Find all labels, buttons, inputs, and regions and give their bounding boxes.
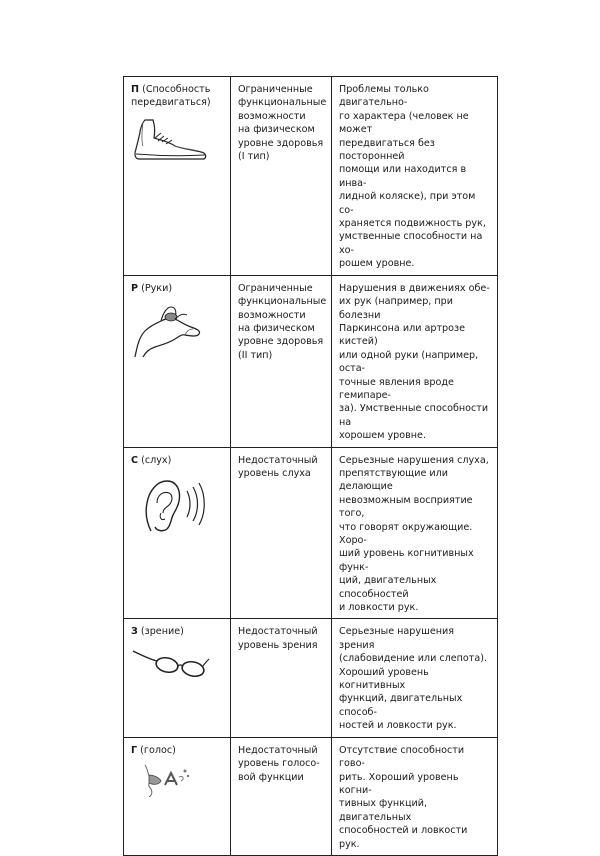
type-name: (зрение): [137, 626, 184, 638]
type-letter: Р: [131, 282, 139, 294]
level-cell: Недостаточный уровень слуха: [231, 447, 332, 619]
table-row: [124, 77, 498, 276]
type-letter: Г: [131, 744, 138, 756]
type-name: (Руки): [138, 282, 173, 294]
type-letter: З: [131, 626, 138, 638]
table-row: [124, 619, 498, 737]
level-cell: Недостаточный уровень зрения: [231, 619, 332, 737]
type-name: (слух): [138, 454, 172, 466]
level-cell: Недостаточный уровень голосо- вой функции: [231, 737, 332, 855]
ear-icon: [131, 473, 205, 533]
shoe-icon: [131, 116, 209, 166]
table-row: [124, 447, 498, 619]
type-letter: П: [131, 84, 140, 95]
mouth-speech-icon: [131, 763, 201, 797]
level-cell: Ограниченные функциональные возможности на физическом уровне здоровья (II тип): [231, 275, 332, 447]
description-cell: Нарушения в движениях обе- их рук (например, при болезни Паркинсона или артрозе кистей) или одной руки (например, оста- точные явления вроде гемипаре- за). Умственные способности на хорошем уровне.: [332, 275, 498, 447]
type-cell: [124, 275, 231, 447]
description-cell: Серьезные нарушения слуха, препятствующие или делающие невозможным восприятие того, что говорят окружающие. Хоро- ший уровень когнитивных функ- ций, двигательных способностей и ловкости рук.: [332, 447, 498, 619]
type-cell: [124, 447, 231, 619]
type-cell: [124, 619, 231, 737]
glasses-icon: [131, 645, 211, 677]
type-cell: [124, 737, 231, 855]
level-cell: Ограниченные функциональные возможности на физическом уровне здоровья (I тип): [231, 77, 332, 276]
description-cell: Проблемы только двигательно- го характера (человек не может передвигаться без посторонней помощи или находится в инва- лидной коляске), при этом со- храняется подвижность рук, умственные способности на хо- рошем уровне.: [332, 77, 498, 276]
description-cell: Отсутствие способности гово- рить. Хороший уровень когни- тивных функций, двигательных способностей и ловкости рук.: [332, 737, 498, 855]
type-letter: С: [131, 454, 139, 466]
table-row: [124, 275, 498, 447]
type-name: (голос): [137, 744, 176, 756]
type-cell: [124, 77, 231, 276]
table-row: [124, 737, 498, 855]
description-cell: Серьезные нарушения зрения (слабовидение или слепота). Хороший уровень когнитивных функций, двигательных способ- ностей и ловкости рук.: [332, 619, 498, 737]
type-name: (Способность передвигаться): [131, 84, 211, 109]
disability-types-table: [123, 76, 498, 856]
hand-icon: [131, 301, 205, 359]
